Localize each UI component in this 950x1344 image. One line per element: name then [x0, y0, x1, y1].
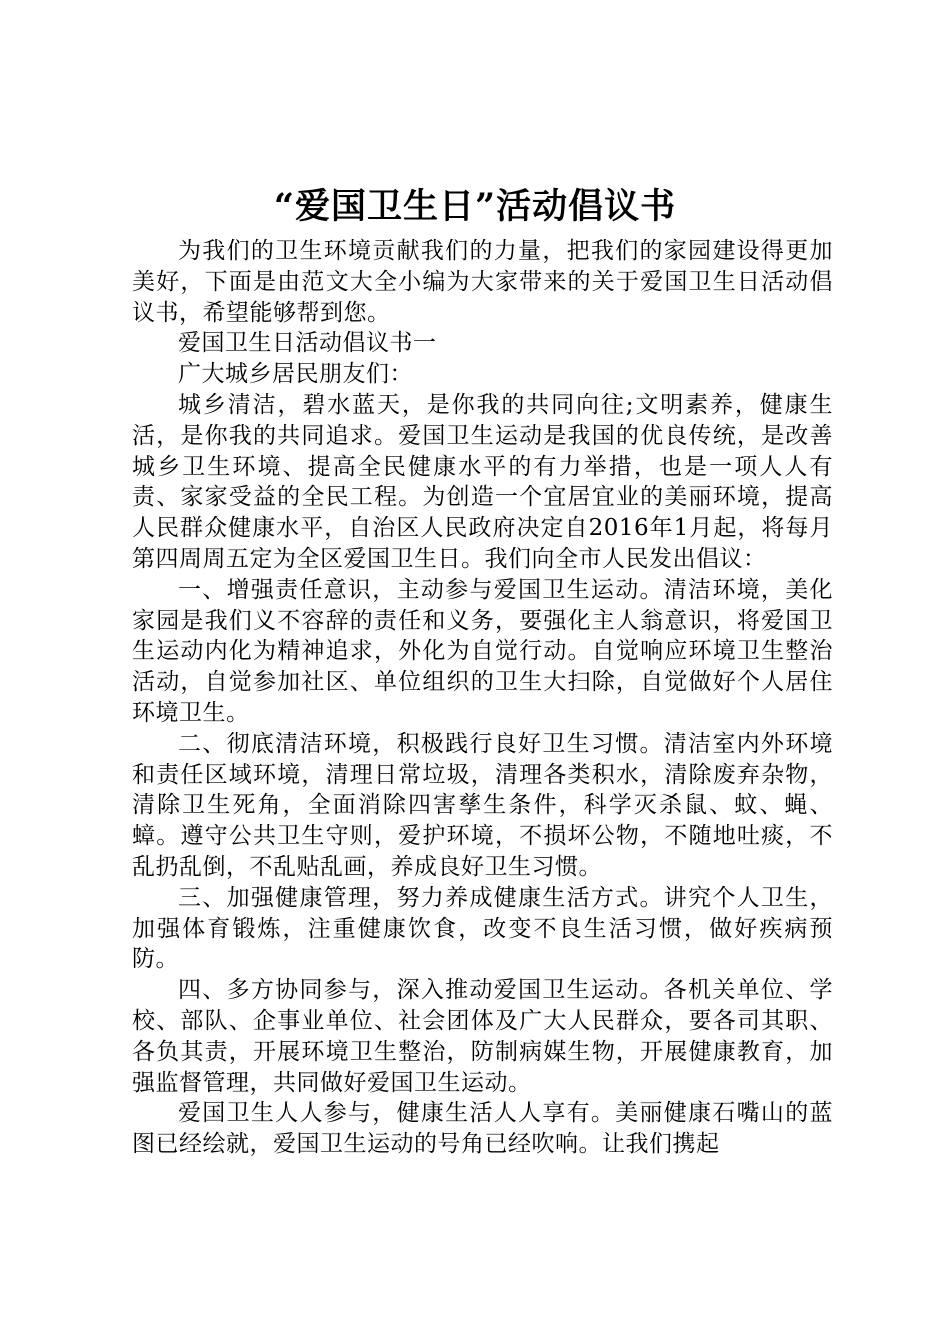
document-title: “爱国卫生日”活动倡议书 [273, 186, 677, 227]
paragraph-point-2: 二、彻底清洁环境，积极践行良好卫生习惯。清洁室内外环境和责任区域环境，清理日常垃圾，清理各类积水，清除废弃杂物，清除卫生死角，全面消除四害孳生条件，科学灭杀鼠、蚊、蝇、蟑。遵守公共卫生守则，爱护环境，不损坏公物，不随地吐痰，不乱扔乱倒，不乱贴乱画，养成良好卫生习惯。 [132, 730, 833, 880]
paragraph-heading: 爱国卫生日活动倡议书一 [178, 330, 437, 357]
paragraph-point-1: 一、增强责任意识，主动参与爱国卫生运动。清洁环境，美化家园是我们义不容辞的责任和义务，要强化主人翁意识，将爱国卫生运动内化为精神追求，外化为自觉行动。自觉响应环境卫生整治活动，自觉参加社区、单位组织的卫生大扫除，自觉做好个人居住环境卫生。 [132, 576, 833, 726]
paragraph-preamble: 城乡清洁，碧水蓝天，是你我的共同向往;文明素养，健康生活，是你我的共同追求。爱国卫生运动是我国的优良传统，是改善城乡卫生环境、提高全民健康水平的有力举措，也是一项人人有责、家家受益的全民工程。为创造一个宜居宜业的美丽环境，提高人民群众健康水平，自治区人民政府决定自2016年1月起，将每月第四周周五定为全区爱国卫生日。我们向全市人民发出倡议： [132, 391, 833, 572]
document-body [132, 236, 833, 1160]
paragraph-salutation: 广大城乡居民朋友们： [178, 361, 413, 388]
paragraph-closing: 爱国卫生人人参与，健康生活人人享有。美丽健康石嘴山的蓝图已经绘就，爱国卫生运动的号角已经吹响。让我们携起 [132, 1100, 833, 1158]
paragraph-point-4: 四、多方协同参与，深入推动爱国卫生运动。各机关单位、学校、部队、企事业单位、社会团体及广大人民群众，要各司其职、各负其责，开展环境卫生整治，防制病媒生物，开展健康教育，加强监督管理，共同做好爱国卫生运动。 [132, 977, 833, 1096]
paragraph-intro: 为我们的卫生环境贡献我们的力量，把我们的家园建设得更加美好，下面是由范文大全小编为大家带来的关于爱国卫生日活动倡议书，希望能够帮到您。 [132, 238, 833, 326]
paragraph-point-3: 三、加强健康管理，努力养成健康生活方式。讲究个人卫生，加强体育锻炼，注重健康饮食，改变不良生活习惯，做好疾病预防。 [132, 884, 833, 973]
